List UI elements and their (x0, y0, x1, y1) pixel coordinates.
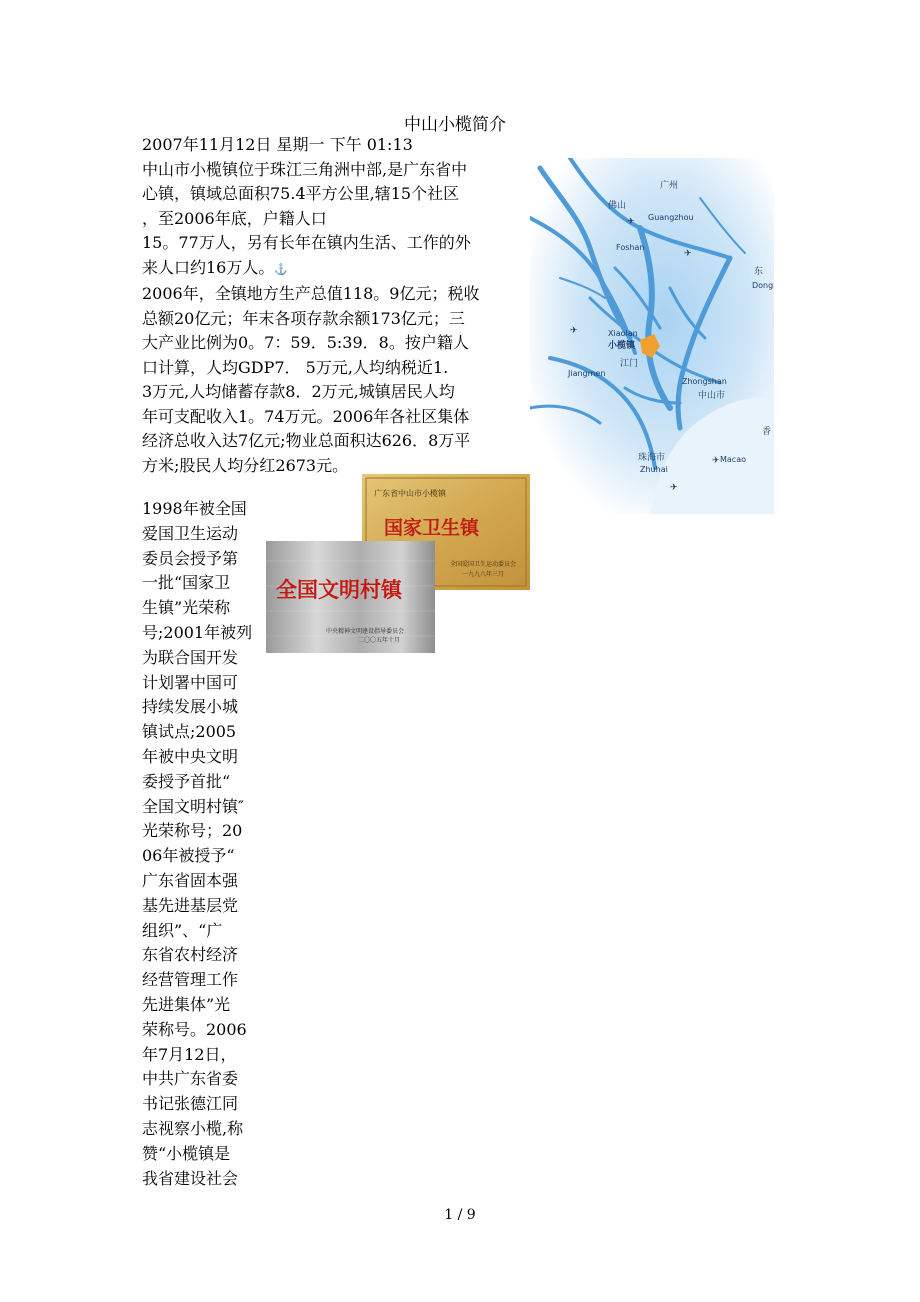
text-line: 光荣称号；20 (142, 821, 243, 841)
svg-text:二〇〇五年十月: 二〇〇五年十月 (358, 637, 401, 644)
text-line: 委授予首批“ (142, 771, 231, 791)
text-line: 1998年被全国 (142, 499, 247, 518)
text-line: 3万元,人均储蓄存款8．2万元,城镇居民人均 (142, 382, 455, 401)
svg-text:✈: ✈ (684, 249, 692, 259)
text-line: 口计算，人均GDP7． 5万元,人均纳税近1. (142, 357, 449, 377)
svg-text:Foshan: Foshan (616, 243, 645, 252)
svg-text:Guangzhou: Guangzhou (648, 213, 694, 222)
text-line: 2007年11月12日 星期一 下午 01:13 (142, 135, 413, 154)
text-line: 生镇”光荣称 (142, 598, 231, 618)
svg-text:Zhuhai: Zhuhai (640, 465, 668, 474)
text-line: 年7月12日， (142, 1044, 237, 1064)
text-line: 15。77万人，另有长年在镇内生活、工作的外 (142, 233, 471, 252)
text-line: 中山市小榄镇位于珠江三角洲中部,是广东省中 (142, 159, 468, 179)
svg-text:Jiangmen: Jiangmen (568, 369, 606, 378)
svg-text:中山市: 中山市 (698, 391, 726, 401)
pearl-river-delta-map (530, 158, 774, 514)
paragraph-intro (142, 133, 530, 478)
document-title: 中山小榄简介 (404, 115, 506, 135)
text-line: 经营管理工作 (142, 970, 239, 990)
text-line: 为联合国开发 (142, 647, 239, 667)
svg-text:佛山: 佛山 (608, 201, 627, 211)
text-line: 全国文明村镇″ (142, 796, 244, 816)
text-line: 计划署中国可 (142, 672, 239, 692)
text-line: 年可支配收入1。74万元。2006年各社区集体 (142, 406, 470, 426)
svg-text:小榄镇: 小榄镇 (608, 341, 636, 351)
text-line: 爱国卫生运动 (142, 523, 239, 543)
text-line: 总额20亿元；年末各项存款余额173亿元；三 (142, 308, 465, 328)
svg-text:✈: ✈ (670, 483, 678, 493)
text-line: 大产业比例为0。7：59．5:39．8。按户籍人 (142, 333, 469, 352)
text-line: 书记张德江同 (142, 1094, 239, 1114)
svg-text:国家卫生镇: 国家卫生镇 (384, 517, 480, 539)
national-civilized-town-plaque (266, 541, 435, 653)
text-line: ，至2006年底，户籍人口 (142, 208, 327, 228)
anchor-icon: ⚓ (274, 262, 289, 276)
text-line: 号;2001年被列 (142, 622, 253, 642)
svg-text:珠海市: 珠海市 (638, 453, 666, 463)
svg-text:广东省中山市小榄镇: 广东省中山市小榄镇 (374, 489, 446, 498)
text-line: 年被中央文明 (142, 746, 239, 766)
text-line: 一批“国家卫 (142, 573, 231, 593)
text-line: 组织”、“广 (142, 920, 223, 940)
text-line: 中共广东省委 (142, 1069, 239, 1089)
text-line: 经济总收入达7亿元;物业总面积达626．8万平 (142, 431, 471, 450)
paragraph-honors (142, 497, 268, 1191)
svg-text:Zhongshan: Zhongshan (682, 377, 727, 386)
svg-text:全国文明村镇: 全国文明村镇 (276, 577, 402, 602)
text-line: 委员会授予第 (142, 548, 239, 568)
text-line: 06年被授予“ (142, 846, 235, 866)
svg-text:江门: 江门 (620, 359, 639, 369)
svg-text:Macao: Macao (720, 455, 746, 464)
svg-text:✈: ✈ (712, 456, 720, 466)
svg-text:广州: 广州 (660, 181, 679, 191)
text-line: 心镇，镇域总面积75.4平方公里,辖15个社区 (142, 184, 460, 203)
text-line: 东省农村经济 (142, 945, 239, 965)
text-line: 志视察小榄,称 (142, 1118, 244, 1138)
text-line: 方米;股民人均分红2673元。 (142, 455, 349, 475)
svg-text:一九九八年三月: 一九九八年三月 (462, 571, 505, 578)
svg-text:香: 香 (762, 427, 772, 437)
text-line: 2006年，全镇地方生产总值118。9亿元；税收 (142, 284, 480, 303)
text-line: 持续发展小城 (142, 697, 239, 717)
svg-text:中央精神文明建设指导委员会: 中央精神文明建设指导委员会 (326, 628, 405, 635)
text-line: 广东省固本强 (142, 870, 239, 890)
text-line: 基先进基层党 (142, 895, 239, 915)
text-line: 镇试点;2005 (142, 722, 237, 742)
svg-text:✈: ✈ (627, 217, 635, 227)
text-line: 荣称号。2006 (142, 1019, 247, 1039)
text-line: 我省建设社会 (142, 1168, 239, 1188)
svg-text:东: 东 (754, 267, 764, 277)
text-line: 赞“小榄镇是 (142, 1143, 231, 1163)
page-number: 1 / 9 (444, 1207, 476, 1223)
text-line: 先进集体”光 (142, 994, 231, 1014)
svg-text:Xiaolan: Xiaolan (608, 329, 638, 338)
text-line: 来人口约16万人。⚓ (142, 257, 289, 277)
svg-text:全国爱国卫生运动委员会: 全国爱国卫生运动委员会 (450, 561, 517, 568)
svg-text:✈: ✈ (570, 326, 578, 336)
svg-text:Dong: Dong (752, 281, 774, 290)
